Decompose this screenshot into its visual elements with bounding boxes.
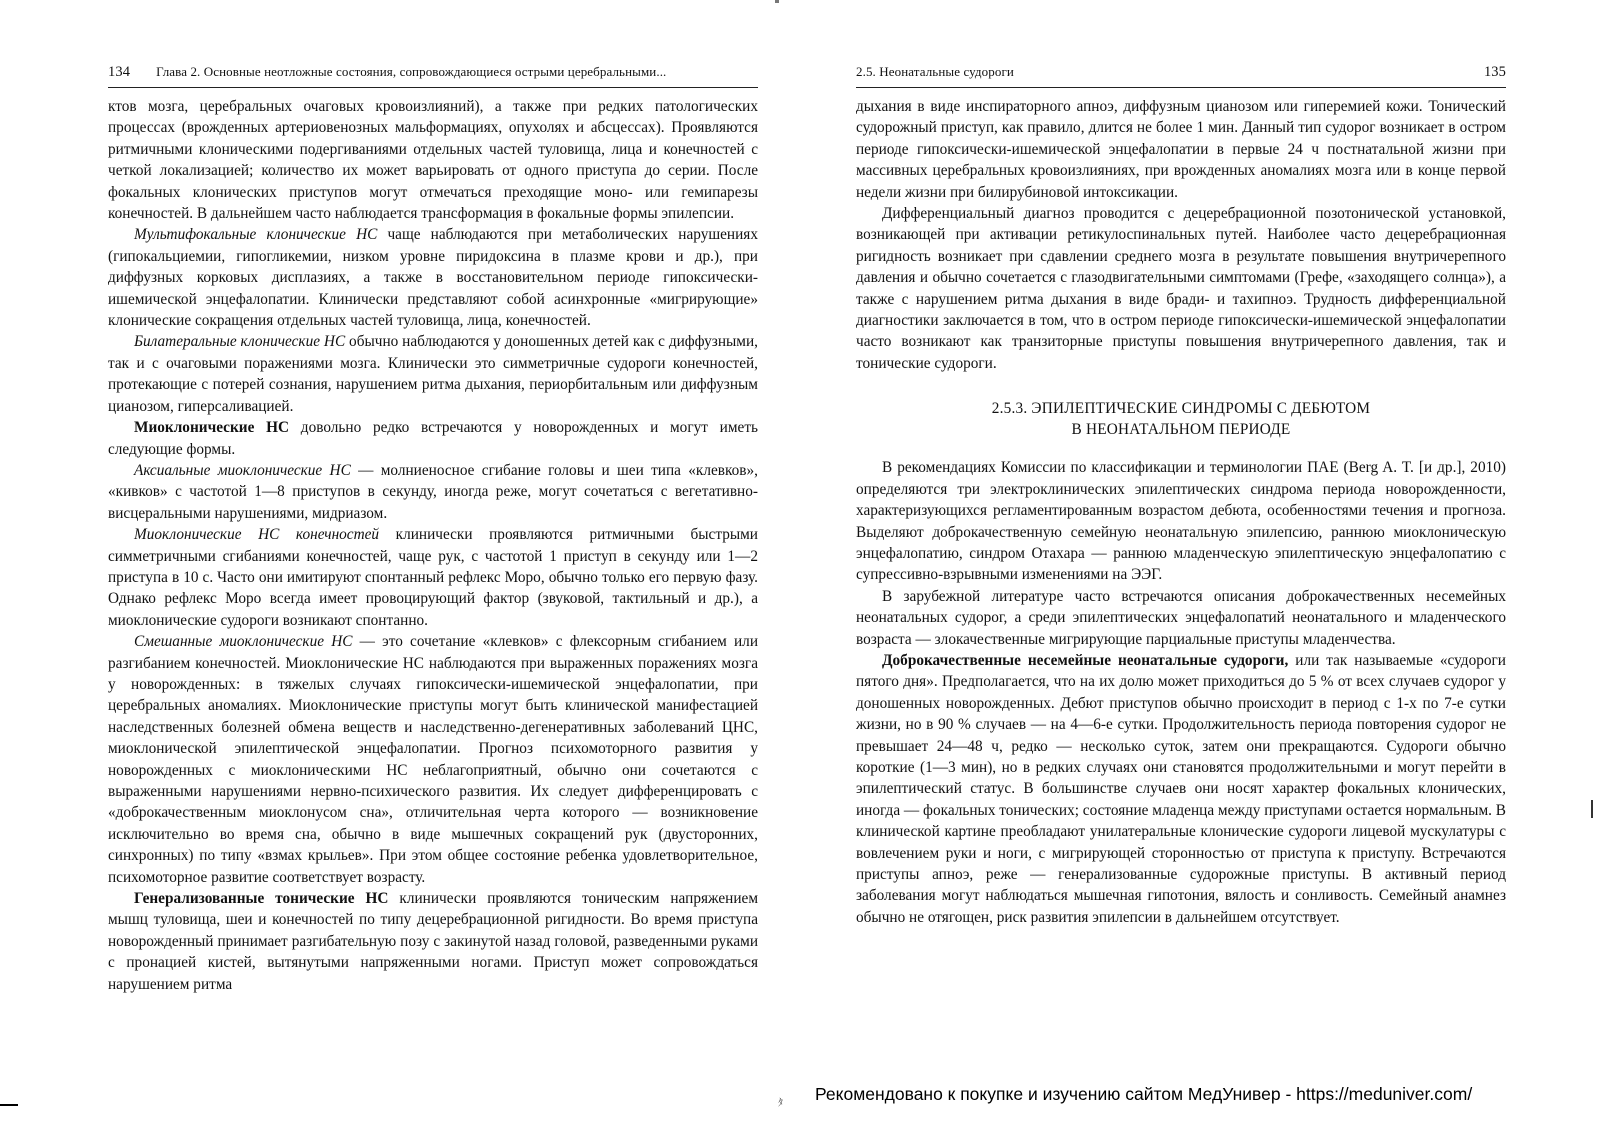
paragraph-lead: Мультифокальные клонические НС xyxy=(134,226,378,244)
paragraph xyxy=(108,224,758,331)
paragraph-text: — это сочетание «клевков» с флексорным сгибанием или разгибанием конечностей. Миоклонические НС наблюдаются при выраженных поражениях мозга у новорожденных: в тяжелых случаях гипоксически-ишемической энцефалопатии, при церебральных аномалиях. Миоклонические приступы могут быть клинической манифестацией наследственных болезней обмена веществ и наследственно-дегенеративных заболеваний ЦНС, миоклонической эпилептической энцефалопатии. Прогноз психомоторного развития у новорожденных с миоклоническими НС неблагоприятный, обычно они сочетаются с выраженными нарушениями нервно-психического развития. Их следует дифференцировать с «доброкачественным миоклонусом сна», отличительная черта которого — возникновение исключительно во время сна, обычно в виде мышечных сокращений рук (двусторонних, синхронных) по типу «взмах крыльев». При этом общее состояние ребенка удовлетворительное, психомоторное развитие соответствует возрасту. xyxy=(108,633,758,886)
paragraph xyxy=(108,417,758,460)
left-running-title: Глава 2. Основные неотложные состояния, сопровождающиеся острыми церебральными... xyxy=(156,64,667,79)
paragraph xyxy=(856,457,1506,585)
paragraph-lead: Генерализованные тонические НС xyxy=(134,890,389,908)
paragraph xyxy=(108,631,758,888)
footer-link-text[interactable]: Рекомендовано к покупке и изучению сайтом МедУнивер - https://meduniver.com/ xyxy=(815,1084,1473,1104)
paragraph-text: клинически проявляются тоническим напряжением мышц туловища, шеи и конечностей по типу децеребрационной ригидности. Во время приступа новорожденный принимает разгибательную позу с закинутой назад головой, разведенными руками с пронацией кистей, вытянутыми напряженными ногами. Приступ может сопровождаться нарушением ритма xyxy=(108,890,759,993)
paragraph-lead: Миоклонические НС конечностей xyxy=(134,526,380,544)
paragraph-text: чаще наблюдаются при метаболических нарушениях (гипокальциемии, гипогликемии, низком уровне пиридоксина в плазме крови и др.), при диффузных корковых дисплазиях, а также в восстановительном периоде гипоксически-ишемической энцефалопатии. Клинически представляют собой асинхронные «мигрирующие» клонические сокращения отдельных частей туловища, лица, конечностей. xyxy=(108,226,758,330)
paragraph-text: клинически проявляются ритмичными быстрыми симметричными сгибаниями конечностей, чаще рук, с частотой 1 приступ в секунду или 1—2 приступа в 10 с. Часто они имитируют спонтанный рефлекс Моро, обычно только его первую фазу. Однако рефлекс Моро всегда имеет провоцирующий фактор (звуковой, тактильный и др.), а миоклонические судороги возникают спонтанно. xyxy=(108,526,758,629)
paragraph-lead: Доброкачественные несемейные неонатальные судороги, xyxy=(882,651,1289,669)
right-paragraphs-after xyxy=(856,457,1506,928)
margin-dash xyxy=(0,1104,18,1106)
footer-mark-icon: ﾀ xyxy=(778,1098,783,1109)
paragraph-text: обычно наблюдаются у доношенных детей как с диффузными, так и с очаговыми поражениями мозга. Клинически это симметричные судороги конечностей, протекающие с потерей сознания, нарушением ритма дыхания, периорбитальным или диффузным цианозом, гиперсаливацией. xyxy=(108,333,758,415)
section-heading-line2: В НЕОНАТАЛЬНОМ ПЕРИОДЕ xyxy=(1071,421,1291,439)
paragraph-lead: Билатеральные клонические НС xyxy=(134,333,346,351)
paragraph xyxy=(108,524,758,631)
paragraph xyxy=(108,888,758,995)
left-page xyxy=(108,64,758,995)
right-running-head xyxy=(856,64,1506,88)
paragraph-lead: Смешанные миоклонические НС xyxy=(134,633,353,651)
paragraph xyxy=(108,460,758,524)
paragraph xyxy=(856,203,1506,374)
left-running-head xyxy=(108,64,758,88)
paragraph-text: В рекомендациях Комиссии по классификации и терминологии ПАЕ (Berg A. T. [и др.], 2010) определяются три электроклинических эпилептических синдрома периода новорожденности, характеризующихся регламентированным возрастом дебюта, особенностями течения и прогноза. Выделяют доброкачественную семейную неонатальную эпилепсию, раннюю миоклоническую энцефалопатию, синдром Отахара — раннюю младенческую эпилептическую энцефалопатию с супрессивно-взрывными изменениями на ЭЭГ. xyxy=(856,459,1506,584)
paragraph-lead: Аксиальные миоклонические НС xyxy=(134,461,351,479)
paragraph-lead: Миоклонические НС xyxy=(134,419,290,437)
right-page-number: 135 xyxy=(1483,64,1506,80)
right-body-text xyxy=(856,96,1506,928)
paragraph xyxy=(856,650,1506,928)
paragraph-text: Дифференциальный диагноз проводится с децеребрационной позотонической установкой, возникающей при активации ретикулоспинальных путей. Наиболее часто децеребрационная ригидность возникает при сдавлении среднего мозга в результате повышения внутричерепного давления и обычно сочетается с глазодвигательными симптомами (Грефе, «заходящего солнца»), а также с нарушением ритма дыхания в виде бради- и тахипноэ. Трудность дифференциальной диагностики заключается в том, что в остром периоде гипоксически-ишемической энцефалопатии часто возникают как транзиторные приступы повышения внутричерепного давления, так и тонические судороги. xyxy=(856,205,1506,372)
paragraph xyxy=(108,331,758,417)
paragraph-text: довольно редко встречаются у новорожденных и могут иметь следующие формы. xyxy=(108,419,758,458)
right-page xyxy=(856,64,1506,928)
section-heading-line1: 2.5.3. ЭПИЛЕПТИЧЕСКИЕ СИНДРОМЫ С ДЕБЮТОМ xyxy=(991,400,1371,418)
paragraph-text: или так называемые «судороги пятого дня». Предполагается, что на их долю может приходиться до 5 % от всех случаев судорог у доношенных новорожденных. Дебют приступов обычно происходит в период с 1-х по 7-е сутки жизни, но в 90 % случаев — на 4—6-е сутки. Продолжительность периода повторения судорог не превышает 24—48 ч, редко — несколько суток, затем они прекращаются. Судороги обычно короткие (1—3 мин), но в редких случаях они становятся продолжительными и могут перейти в эпилептический статус. В большинстве случаев они носят характер фокальных клонических, иногда — фокальных тонических; состояние младенца между приступами остается нормальным. В клинической картине преобладают унилатеральные клонические судороги лицевой мускулатуры с вовлечением руки и ноги, с мигрирующей сторонностью от приступа к приступу. Встречаются приступы апноэ, реже — генерализованные судорожные приступы. В активный период заболевания могут наблюдаться мышечная гипотония, вялость и сонливость. Семейный анамнез обычно не отягощен, риск развития эпилепсии в дальнейшем отсутствует. xyxy=(856,651,1506,926)
edge-mark xyxy=(1591,800,1593,818)
right-running-title: 2.5. Неонатальные судороги xyxy=(856,64,1014,79)
left-page-number: 134 xyxy=(108,64,131,80)
paragraph-text: В зарубежной литературе часто встречаются описания доброкачественных несемейных неонатальных судорог, а среди эпилептических энцефалопатий неонатального и младенческого возраста — злокачественные мигрирующие парциальные приступы младенчества. xyxy=(856,587,1506,648)
left-body-text xyxy=(108,96,758,995)
paragraph xyxy=(856,96,1506,203)
section-heading xyxy=(856,398,1506,440)
paragraph xyxy=(108,96,758,224)
paragraph-text: ктов мозга, церебральных очаговых кровоизлияний), а также при редких патологических процессах (врожденных артериовенозных мальформациях, опухолях и абсцессах). Проявляются ритмичными клоническими подергиваниями отдельных частей туловища, лица и конечностей с четкой локализацией; количество их может варьировать от одного приступа до серии. После фокальных клонических приступов могут отмечаться преходящие моно- или гемипарезы конечностей. В дальнейшем часто наблюдается трансформация в фокальные формы эпилепсии. xyxy=(108,98,758,223)
paragraph xyxy=(856,586,1506,650)
paragraph-text: — молниеносное сгибание головы и шеи типа «клевков», «кивков» с частотой 1—8 приступов в секунду, иногда реже, могут сочетаться с вегетативно-висцеральными нарушениями, мидриазом. xyxy=(108,461,758,522)
paragraph-text: дыхания в виде инспираторного апноэ, диффузным цианозом или гиперемией кожи. Тонический судорожный приступ, как правило, длится не более 1 мин. Данный тип судорог возникает в остром периоде гипоксически-ишемической энцефалопатии в первые 24 ч постнатальной жизни при массивных церебральных кровоизлияниях, при врожденных аномалиях мозга или в конце первой недели жизни при билирубиновой интоксикации. xyxy=(856,98,1506,201)
scan-mark xyxy=(775,0,779,3)
right-paragraphs-before xyxy=(856,96,1506,374)
